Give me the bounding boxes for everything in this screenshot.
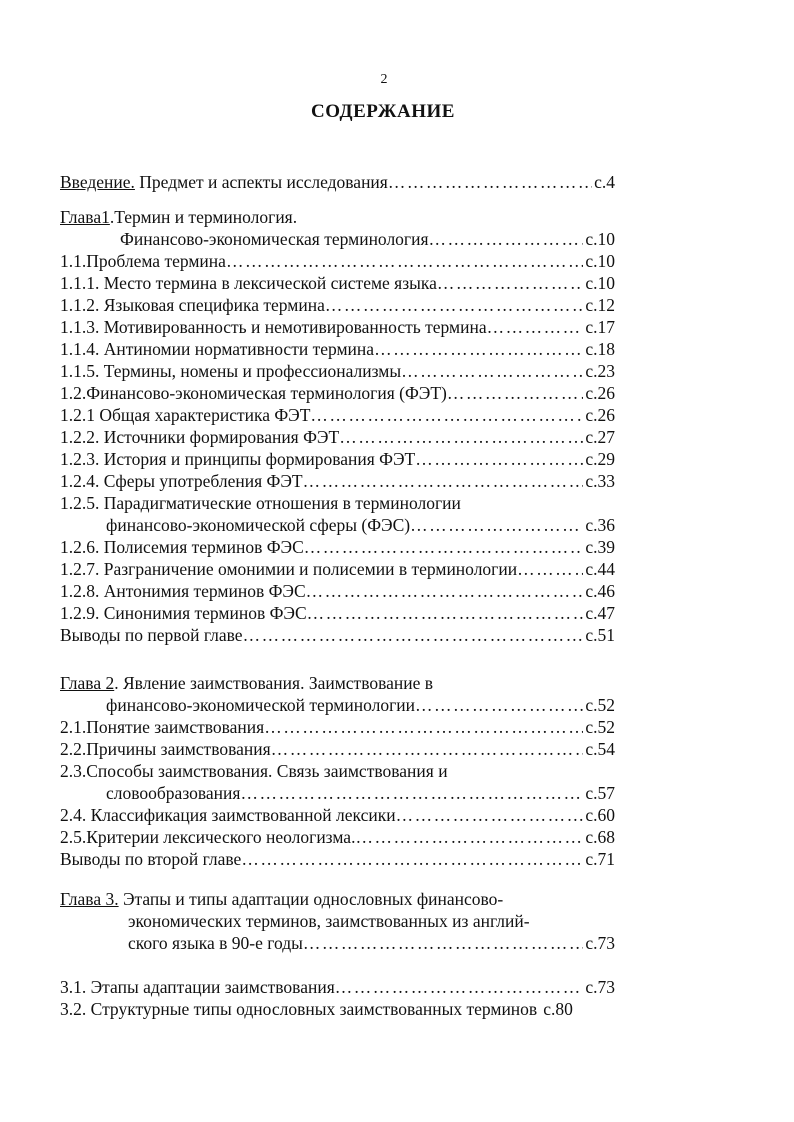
page-ref: с.23 bbox=[585, 361, 615, 381]
toc-entry-conclusions-2[interactable] bbox=[60, 848, 615, 870]
toc-entry[interactable] bbox=[60, 316, 615, 338]
entry-title: 2.4. Классификация заимствованной лексики bbox=[60, 805, 396, 825]
page-ref: с.68 bbox=[585, 827, 615, 847]
dot-leader bbox=[303, 470, 584, 492]
entry-title: 1.2.6. Полисемия терминов ФЭС bbox=[60, 537, 304, 557]
entry-title: 1.2.1 Общая характеристика ФЭТ bbox=[60, 405, 311, 425]
chapter-2-title-line1: . Явление заимствования. Заимствование в bbox=[114, 673, 434, 693]
entry-title: 1.1.4. Антиномии нормативности термина bbox=[60, 339, 375, 359]
entry-title: 1.2.Финансово-экономическая терминология (ФЭТ) bbox=[60, 383, 447, 403]
page-ref: с.39 bbox=[585, 537, 615, 557]
dot-leader bbox=[396, 804, 584, 826]
page-ref: с.12 bbox=[585, 295, 615, 315]
toc-entry[interactable] bbox=[60, 580, 615, 602]
toc-entry-1-2-5-line2[interactable] bbox=[106, 514, 615, 536]
dot-leader bbox=[226, 250, 583, 272]
page-ref: с.60 bbox=[585, 805, 615, 825]
page-ref: с.17 bbox=[585, 317, 615, 337]
dot-leader bbox=[517, 558, 583, 580]
entry-title: Выводы по первой главе bbox=[60, 625, 243, 645]
dot-leader bbox=[401, 360, 583, 382]
dot-leader bbox=[271, 738, 584, 760]
toc-entry-3-2[interactable] bbox=[60, 998, 615, 1020]
page-ref: с.80 bbox=[543, 999, 573, 1019]
dot-leader bbox=[241, 848, 583, 870]
dot-leader bbox=[487, 316, 584, 338]
entry-title: 3.1. Этапы адаптации заимствования bbox=[60, 977, 335, 997]
dot-leader bbox=[429, 228, 584, 250]
chapter-1-title-line2: Финансово-экономическая терминология bbox=[120, 229, 429, 249]
dot-leader bbox=[243, 624, 584, 646]
dot-leader bbox=[335, 976, 584, 998]
dot-leader bbox=[306, 580, 584, 602]
entry-title: 2.3.Способы заимствования. Связь заимствования и bbox=[60, 761, 448, 781]
intro-title: Предмет и аспекты исследования bbox=[134, 172, 388, 192]
toc-entry[interactable] bbox=[60, 360, 615, 382]
toc-chapter-3-title-line2[interactable] bbox=[128, 910, 615, 932]
page-ref: с.10 bbox=[585, 229, 615, 249]
entry-title: 3.2. Структурные типы однословных заимствованных терминов bbox=[60, 999, 538, 1019]
page-ref: с.4 bbox=[594, 172, 615, 192]
toc-chapter-1-heading[interactable] bbox=[60, 206, 615, 228]
page-ref: с.73 bbox=[585, 977, 615, 997]
entry-title: 1.1.5. Термины, номены и профессионализмы bbox=[60, 361, 402, 381]
page-ref: с.46 bbox=[585, 581, 615, 601]
page-title: СОДЕРЖАНИЕ bbox=[311, 101, 455, 122]
entry-title: 1.2.9. Синонимия терминов ФЭС bbox=[60, 603, 307, 623]
entry-title: 1.1.1. Место термина в лексической системе языка bbox=[60, 273, 437, 293]
entry-title: 2.2.Причины заимствования bbox=[60, 739, 271, 759]
dot-leader bbox=[339, 426, 583, 448]
page-ref: с.29 bbox=[585, 449, 615, 469]
toc-entry[interactable] bbox=[60, 426, 615, 448]
chapter-1-title-line1: .Термин и терминология. bbox=[109, 207, 298, 227]
page-ref: с.71 bbox=[585, 849, 615, 869]
toc-entry[interactable] bbox=[60, 976, 615, 998]
page-ref: с.57 bbox=[585, 783, 615, 803]
toc-chapter-3-heading[interactable] bbox=[60, 888, 615, 910]
entry-title: 2.1.Понятие заимствования bbox=[60, 717, 265, 737]
page-ref: с.44 bbox=[585, 559, 615, 579]
toc-entry[interactable] bbox=[60, 470, 615, 492]
toc-chapter-3-title-line3[interactable] bbox=[128, 932, 615, 954]
toc-entry[interactable] bbox=[60, 826, 615, 848]
toc-entry-2-3-line2[interactable] bbox=[106, 782, 615, 804]
toc-entry[interactable] bbox=[60, 716, 615, 738]
chapter-3-title-line3: ского языка в 90-е годы bbox=[128, 933, 303, 953]
chapter-2-title-line2: финансово-экономической терминологии bbox=[106, 695, 416, 715]
page-ref: с.36 bbox=[585, 515, 615, 535]
chapter-1-label: Глава1 bbox=[60, 207, 110, 227]
dot-leader bbox=[415, 448, 583, 470]
toc-chapter-2-subtitle[interactable] bbox=[106, 694, 615, 716]
dot-leader bbox=[374, 338, 583, 360]
entry-title: финансово-экономической сферы (ФЭС) bbox=[106, 515, 411, 535]
entry-title: 1.2.3. История и принципы формирования ФЭТ bbox=[60, 449, 416, 469]
page-ref: с.51 bbox=[585, 625, 615, 645]
dot-leader bbox=[410, 514, 583, 536]
toc-entry[interactable] bbox=[60, 338, 615, 360]
dot-leader bbox=[303, 932, 583, 954]
toc-entry[interactable] bbox=[60, 404, 615, 426]
toc-entry[interactable] bbox=[60, 250, 615, 272]
toc-entry[interactable] bbox=[60, 536, 615, 558]
page-ref: с.47 bbox=[585, 603, 615, 623]
page-ref: с.18 bbox=[585, 339, 615, 359]
toc-entry[interactable] bbox=[60, 738, 615, 760]
page-ref: с.10 bbox=[585, 273, 615, 293]
entry-title: Выводы по второй главе bbox=[60, 849, 242, 869]
page-ref: с.54 bbox=[585, 739, 615, 759]
toc-entry[interactable] bbox=[60, 804, 615, 826]
entry-title: 1.2.5. Парадигматические отношения в терминологии bbox=[60, 493, 461, 513]
dot-leader bbox=[388, 171, 592, 193]
entry-title: 1.1.2. Языковая специфика термина bbox=[60, 295, 325, 315]
entry-title: словообразования bbox=[106, 783, 241, 803]
toc-entry[interactable] bbox=[60, 602, 615, 624]
dot-leader bbox=[240, 782, 583, 804]
page-ref: с.10 bbox=[585, 251, 615, 271]
toc-entry-conclusions-1[interactable] bbox=[60, 624, 615, 646]
page-ref: с.26 bbox=[585, 405, 615, 425]
dot-leader bbox=[304, 536, 584, 558]
dot-leader bbox=[310, 404, 583, 426]
toc-entry[interactable] bbox=[60, 558, 615, 580]
toc-chapter-2-heading[interactable] bbox=[60, 672, 615, 694]
chapter-3-title-line1: Этапы и типы адаптации однословных финансово- bbox=[118, 889, 504, 909]
toc-entry-2-3-line1[interactable] bbox=[60, 760, 615, 782]
intro-label: Введение. bbox=[60, 172, 135, 192]
dot-leader bbox=[264, 716, 583, 738]
toc-entry[interactable] bbox=[60, 448, 615, 470]
entry-title: 1.2.8. Антонимия терминов ФЭС bbox=[60, 581, 306, 601]
page-ref: с.52 bbox=[585, 695, 615, 715]
dot-leader bbox=[447, 382, 583, 404]
page-ref: с.33 bbox=[585, 471, 615, 491]
dot-leader bbox=[325, 294, 583, 316]
toc-chapter-1-subtitle[interactable] bbox=[120, 228, 615, 250]
entry-title: 1.1.3. Мотивированность и немотивированность термина bbox=[60, 317, 487, 337]
dot-leader bbox=[415, 694, 583, 716]
chapter-3-title-line2: экономических терминов, заимствованных из англий- bbox=[128, 911, 530, 931]
entry-title: 1.2.4. Сферы употребления ФЭТ bbox=[60, 471, 303, 491]
toc-entry-intro[interactable] bbox=[60, 171, 615, 193]
dot-leader bbox=[355, 826, 583, 848]
dot-leader bbox=[307, 602, 584, 624]
entry-title: 2.5.Критерии лексического неологизма. bbox=[60, 827, 356, 847]
entry-title: 1.2.2. Источники формирования ФЭТ bbox=[60, 427, 340, 447]
chapter-3-label: Глава 3. bbox=[60, 889, 119, 909]
dot-leader bbox=[437, 272, 583, 294]
page-ref: с.73 bbox=[585, 933, 615, 953]
toc-entry[interactable] bbox=[60, 272, 615, 294]
toc-entry[interactable] bbox=[60, 294, 615, 316]
toc-entry[interactable] bbox=[60, 382, 615, 404]
page-ref: с.52 bbox=[585, 717, 615, 737]
page-ref: с.27 bbox=[585, 427, 615, 447]
toc-entry-1-2-5-line1[interactable] bbox=[60, 492, 615, 514]
entry-title: 1.2.7. Разграничение омонимии и полисемии в терминологии bbox=[60, 559, 518, 579]
entry-title: 1.1.Проблема термина bbox=[60, 251, 226, 271]
chapter-2-label: Глава 2 bbox=[60, 673, 115, 693]
page-number: 2 bbox=[380, 72, 388, 87]
page-ref: с.26 bbox=[585, 383, 615, 403]
